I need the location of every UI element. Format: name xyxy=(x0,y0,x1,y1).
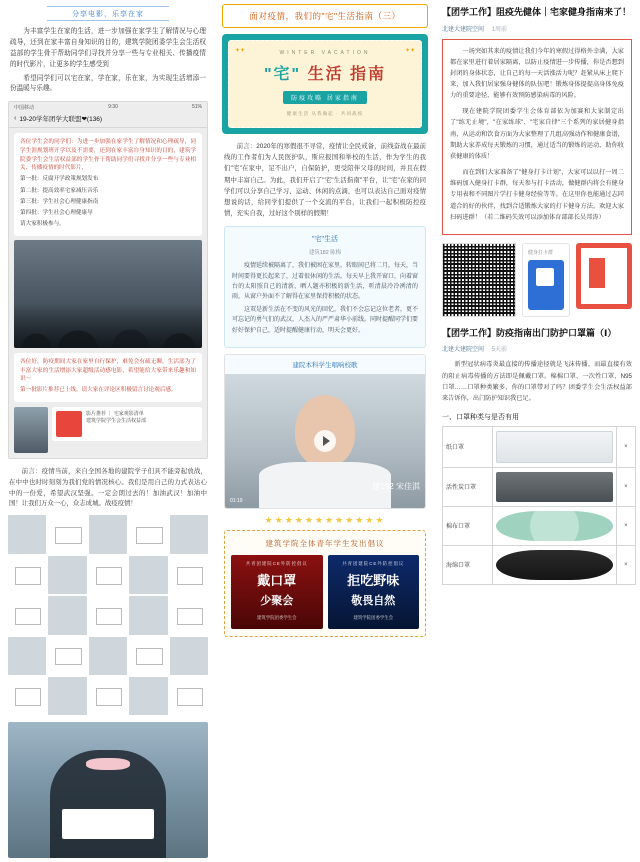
column-left xyxy=(0,0,216,862)
grid-photo xyxy=(8,556,46,594)
mask-image-cell xyxy=(493,545,617,584)
article1-paragraph-2: 现在建院学院团委学生会体育部依为加赛和大家制定出了"练无止境"，"在家练球"、"宅家自律"三个系列的家居健身指南，从运动和饮食方面为大家整理了几组高强动作和健康食谱，期助大家养成每天锻炼的习惯，通过适当的锻炼的运动，助你收获健康的体质！ xyxy=(450,108,624,160)
cotton-mask-image xyxy=(496,511,613,541)
caption-text: 前言：疫情当前，来自全国各地的建院学子们具不能旁起放战，在中中也时时刻刻为我们党的情况核心。我们是用自己的力式表达心中的一份爱，希望武汉坚强。一定会朗过去的！加油武汉！加油中国！让我们万众一心，众志成城。战疫疫情！ xyxy=(9,467,207,508)
grid-photo xyxy=(129,515,167,553)
poster-title-part3: 指南 xyxy=(350,66,387,83)
article1-meta xyxy=(442,24,632,33)
article2-meta xyxy=(442,344,632,353)
poster-mask-gathering xyxy=(231,555,323,629)
bubble-line-3: 第三批：学生社会心理健康指南 xyxy=(20,198,99,205)
grid-photo xyxy=(129,677,167,715)
poster-inner xyxy=(228,40,422,128)
poster-sub-text: 少聚会 xyxy=(260,594,294,607)
grid-photo xyxy=(129,556,167,594)
essay-paragraph-2: 这双是新生活在不变的风光的回忆，我们不会忘记这位老者，更不可忘记的勇气们的武汉，人杰入的严严肃华小前线。同时提醒同学们要好好保护自己，适时提醒健康行动，明天会更好。 xyxy=(232,307,419,334)
mask-image-cell xyxy=(493,426,617,467)
article1-paragraph-1: 一场突如其来的疫情让我们今年的寒假过得格外幸满，大家都在家里进行着居家隔离，以防止疫情进一步传播，你是否想到封闭的身体状态，让自己的每一天活涨活力呢？赶紧从床上爬下来，加入我们居家强身健体的队伍吧！锻炼身体提提高身体免疫力的重要途径，能够有效预防感染病毒的风险。 xyxy=(450,47,624,100)
photo-collage-caption xyxy=(9,467,207,511)
mask-name: 纸口罩 xyxy=(443,426,493,467)
intro-paragraph-1: 为丰富学生在家的生活，进一步加强在家学生了解情况与心理疏导，还到在家丰富自身知识的目的，建筑学院团委学生会生活权益部的学生骨干帮助同学们寻找并分享一些与专业相关、传播疫情的时代影片，让更多的学生感受到 xyxy=(10,28,206,68)
poster-sub-text: 敬畏自然 xyxy=(351,594,396,607)
poster-foot-text: 建筑学院团委学生会 xyxy=(256,614,297,620)
qr-code-image[interactable] xyxy=(442,243,516,317)
bubble-line-2: 第二批：提高效率宅家减压音乐 xyxy=(20,187,99,194)
mask-name: 棉布口罩 xyxy=(443,506,493,545)
student-portrait-photo xyxy=(8,722,208,858)
article1-title: 【团学工作】阻疫先健体｜宅家健身指南来了！ xyxy=(442,7,632,17)
link-text xyxy=(86,411,146,437)
singer-body xyxy=(259,462,391,508)
proposal-heading: 建筑学院全体青年学生发出倡议 xyxy=(265,538,385,548)
grid-photo xyxy=(89,677,127,715)
video-title: 建院本科学生唱响校歌 xyxy=(225,355,425,374)
mask-name: 海绵口罩 xyxy=(443,545,493,584)
column-middle xyxy=(216,0,434,645)
carbon-mask-image xyxy=(496,472,613,502)
poster-title-part2: 生活 xyxy=(307,66,344,83)
foreword-paragraph: 前言：2020年的寒假很不寻常，疫情让全民戒备，前线奋战在最前线的工作者们为人民医护队，斯应报国和举校的生活，作为学生的我们"宅"在家中，足不出户，自保防护，更受陪伴父母的时间，并且在假期中丰富自己。为此，我们开启了"宅"生活指南"平台，让"宅"在家的同学们可以分享自己学习、运动、休闲的点滴，也可以表达自己面对疫情想说的话，给同学们提供了一个交流的平台，让我们一起积极防控疫情，充实自我，过好这个别样的假期！ xyxy=(224,143,426,218)
group-card[interactable] xyxy=(522,243,570,317)
mask-name: 活性炭口罩 xyxy=(443,467,493,506)
article2-body xyxy=(442,359,632,404)
phone-status-bar xyxy=(9,102,207,111)
table-row xyxy=(443,467,636,506)
article2-section-heading: 一、口罩种类与是否有用 xyxy=(442,413,519,421)
star-decoration-right: ✦✦ xyxy=(404,48,415,54)
link-thumbnail xyxy=(56,411,82,437)
article1-body-frame xyxy=(442,39,632,235)
column-right xyxy=(434,0,640,589)
chat-photo-wrapper xyxy=(14,240,202,348)
grid-photo xyxy=(129,596,167,634)
bubble-line-5: 请大家积极参与。 xyxy=(20,221,65,227)
mask-effective-mark: × xyxy=(616,467,635,506)
article1-time: 1周前 xyxy=(491,26,508,33)
star-divider: ★★★★★★★★★★★★ xyxy=(264,514,386,525)
group-card-thumbnail xyxy=(528,260,564,310)
red-bubble-line-2: 第一批影片推荐已上线，请大家在评论区积极留言讨论观后感。 xyxy=(20,387,177,394)
poster-foot-text: 建筑学院团委学生会 xyxy=(353,614,394,620)
video-watermark: 建192 宋佳淇 xyxy=(372,482,420,492)
wechat-screenshot xyxy=(8,101,208,459)
photo-grid xyxy=(8,515,208,715)
grid-photo xyxy=(48,637,86,675)
grid-photo xyxy=(48,556,86,594)
article2-time: 5天前 xyxy=(491,347,508,354)
poster-wildlife xyxy=(328,555,420,629)
face-mask-icon xyxy=(86,758,130,770)
grid-photo xyxy=(170,677,208,715)
star-decoration-left: ✦✦ xyxy=(235,48,246,54)
grid-photo xyxy=(8,596,46,634)
poster-subtitle: 防疫攻略 居家指南 xyxy=(283,91,367,104)
article2-source[interactable]: 北建大建院空间 xyxy=(442,347,485,354)
surgical-mask-image xyxy=(496,431,613,463)
shared-link-card[interactable] xyxy=(52,407,202,441)
article1-paragraph-3: 而在到们大家准备了"健身打卡计划"，大家可以以打一周二维码加入健身打卡群，每天参与打卡活动，做健群内将会有健身专用表和不同图片学打卡健身经验等等。在这里你也能通过志同道合的好的伙伴，找到合适锻炼大家的打卡健身方法。欢迎大家扫码进群！（若二维码失效可以添加体育部部长吴邦涛） xyxy=(450,169,624,221)
bubble-title: 各位学生会的同学们：为进一步加强在家学生了解情况和心理疏导，同学生涯规划班开学以及不需要，还到在家丰富自身知识的目的，建筑学院委学生会生活权益部的学生骨干帮助同学们寻找并分享一些与专业相关、传播疫情的时代影片， xyxy=(20,139,196,172)
foreword-text xyxy=(224,141,426,219)
mask-type-table xyxy=(442,426,636,585)
article2-title: 【团学工作】防疫指南出门防护口罩篇（Ⅰ） xyxy=(442,327,617,338)
video-card[interactable] xyxy=(224,354,426,509)
back-arrow-icon[interactable]: ‹ xyxy=(14,115,17,123)
chat-header[interactable] xyxy=(9,111,207,128)
grid-photo xyxy=(48,677,86,715)
grid-photo xyxy=(48,596,86,634)
table-row xyxy=(443,545,636,584)
grid-photo xyxy=(170,596,208,634)
link-source: 建筑学院学生会生活权益部 xyxy=(86,418,147,425)
mask-effective-mark: × xyxy=(616,545,635,584)
poster-main-text: 拒吃野味 xyxy=(347,572,400,588)
mask-image-cell xyxy=(493,467,617,506)
article1-source[interactable]: 北建大建院空间 xyxy=(442,26,485,33)
video-duration: 01:19 xyxy=(230,497,243,504)
video-frame[interactable] xyxy=(225,374,425,508)
link-title: 影片推荐 ｜ 宅家观影清单 xyxy=(86,410,144,417)
guide-poster xyxy=(222,34,428,134)
grid-photo xyxy=(8,677,46,715)
grid-photo xyxy=(170,637,208,675)
article2-paragraph-1: 新型冠状病毒炎最直接的传播途径就是飞沫传播。而最直接有效的阻止病毒传播的方法即是佩戴口罩。棉棉口罩、一次性口罩、N95口罩……口罩种类繁多，你的口罩带对了吗？团委学生会生活权益部来告诉你，出门防护知识我已足。 xyxy=(442,361,632,402)
sponge-mask-image xyxy=(496,550,613,580)
grid-photo xyxy=(170,515,208,553)
chat-bubble-red xyxy=(14,353,202,402)
grid-photo xyxy=(170,556,208,594)
status-time: 9:30 xyxy=(108,104,118,111)
grid-photo xyxy=(48,515,86,553)
thumbnail-photo[interactable] xyxy=(14,407,48,453)
brand-logo-icon xyxy=(576,243,632,309)
mask-image-cell xyxy=(493,506,617,545)
proposal-posters xyxy=(231,555,419,629)
proposal-block xyxy=(224,530,426,637)
grid-photo xyxy=(129,637,167,675)
held-sign xyxy=(62,809,154,839)
chat-message-list xyxy=(9,128,207,458)
night-scene-photo xyxy=(14,240,202,348)
qr-section xyxy=(442,243,632,317)
chat-group-name: 19-20学年团学大联盟❤(136) xyxy=(19,116,103,124)
grid-photo xyxy=(89,515,127,553)
grid-photo xyxy=(8,515,46,553)
poster-overline: WINTER VACATION xyxy=(279,50,371,56)
chat-mini-row xyxy=(14,407,202,453)
group-card-label: 健身打卡群 xyxy=(528,249,554,256)
grid-photo xyxy=(89,596,127,634)
mask-effective-mark: × xyxy=(616,426,635,467)
essay-paragraph-1: 疫情延续被隔离了，我们被困在家里，转眼间已将二月，每天，当时间要得更长起来了，过着很休闲的生活。每天早上我开窗口，向着窗台的太阳照自己的清新，晒人题亦积极的新生活，听清晨冷冷冽清的雨，从窗户外面不了解得在家里保持积极的状态。 xyxy=(232,263,419,300)
grid-photo xyxy=(8,637,46,675)
article-heading: 面对疫情，我们的"宅"生活指南（三） xyxy=(222,4,428,28)
table-row xyxy=(443,506,636,545)
grid-photo xyxy=(89,556,127,594)
poster-top-text: 共青团建院CE外防控倡议 xyxy=(342,560,405,566)
poster-top-text: 共青团建院CE外防控倡议 xyxy=(245,560,308,566)
status-carrier: 中国移动 xyxy=(14,105,35,112)
poster-title xyxy=(235,61,415,84)
student-essay-panel xyxy=(224,226,426,347)
grid-photo xyxy=(89,637,127,675)
intro-text xyxy=(6,27,210,95)
article1-body xyxy=(450,46,624,223)
essay-author: 建筑182 陈梅 xyxy=(308,250,342,257)
intro-paragraph-2: 希望同学们可以宅在家，学在家，乐在家，为实现生活增添一份温暖与乐趣。 xyxy=(10,74,206,93)
play-button-icon[interactable] xyxy=(314,430,336,452)
poster-main-text: 戴口罩 xyxy=(257,572,297,588)
section-ribbon: 分享电影，乐享在家 xyxy=(47,6,169,21)
tree-silhouette xyxy=(14,289,202,348)
red-bubble-line-1: 各位好，防疫期间大家在家里自行保护，难免会有疏无聊，生活部为了丰富大家的生活增添大家超级活动感电影，希望能给大家带来乐趣和知识～ xyxy=(20,359,196,383)
poster-footer-line: 健康生活 从我做起 · 共同战疫 xyxy=(286,111,364,116)
poster-title-part1: "宅" xyxy=(263,66,302,83)
mask-effective-mark: × xyxy=(616,506,635,545)
table-row xyxy=(443,426,636,467)
bubble-line-4: 第四批：学生社会心理健康导 xyxy=(20,209,93,216)
essay-title: "宅"生活 xyxy=(312,236,338,244)
bubble-line-1: 第一批：反腐开学政策规划发布 xyxy=(20,176,99,183)
chat-bubble-announcement xyxy=(14,133,202,236)
status-battery: 51% xyxy=(191,104,202,111)
